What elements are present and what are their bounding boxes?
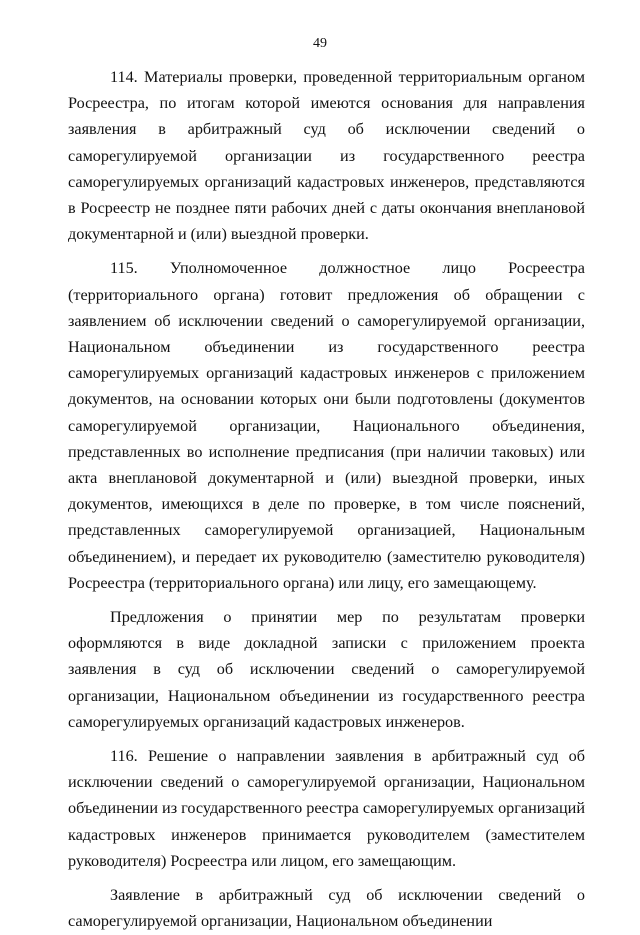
paragraph-115: 115. Уполномоченное должностное лицо Росреестра (территориального органа) готовит предложения об обращении с заявлением об исключении сведений о саморегулируемой организации, Национальном объединении из государственного реестра саморегулируемых организаций кадастровых инженеров с приложением документов, на основании которых они были подготовлены (документов саморегулируемой организации, Национального объединения, представленных во исполнение предписания (при наличии таковых) или акта внеплановой документарной и (или) выездной проверки, иных документов, имеющихся в деле по проверке, в том числе пояснений, представленных саморегулируемой организацией, Национальным объединением), и передает их руководителю (заместителю руководителя) Росреестра (территориального органа) или лицу, его замещающему. [68,259,585,592]
paragraph-116: 116. Решение о направлении заявления в арбитражный суд об исключении сведений о саморегулируемой организации, Национальном объединении из государственного реестра саморегулируемых организаций кадастровых инженеров принимается руководителем (заместителем руководителя) Росреестра или лицом, его замещающим. [68,747,585,870]
paragraph-application: Заявление в арбитражный суд об исключении сведений о саморегулируемой организации, Национальном объединении [68,886,585,931]
paragraph-114: 114. Материалы проверки, проведенной территориальным органом Росреестра, по итогам которой имеются основания для направления заявления в арбитражный суд об исключении сведений о саморегулируемой организации из государственного реестра саморегулируемых организаций кадастровых инженеров, представляются в Росреестр не позднее пяти рабочих дней с даты окончания внеплановой документарной и (или) выездной проверки. [68,68,585,244]
page-number: 49 [313,36,327,51]
document-body [68,64,585,935]
paragraph-proposals: Предложения о принятии мер по результатам проверки оформляются в виде докладной записки с приложением проекта заявления в суд об исключении сведений о саморегулируемой организации, Национальном объединении из государственного реестра саморегулируемых организаций кадастровых инженеров. [68,608,585,731]
